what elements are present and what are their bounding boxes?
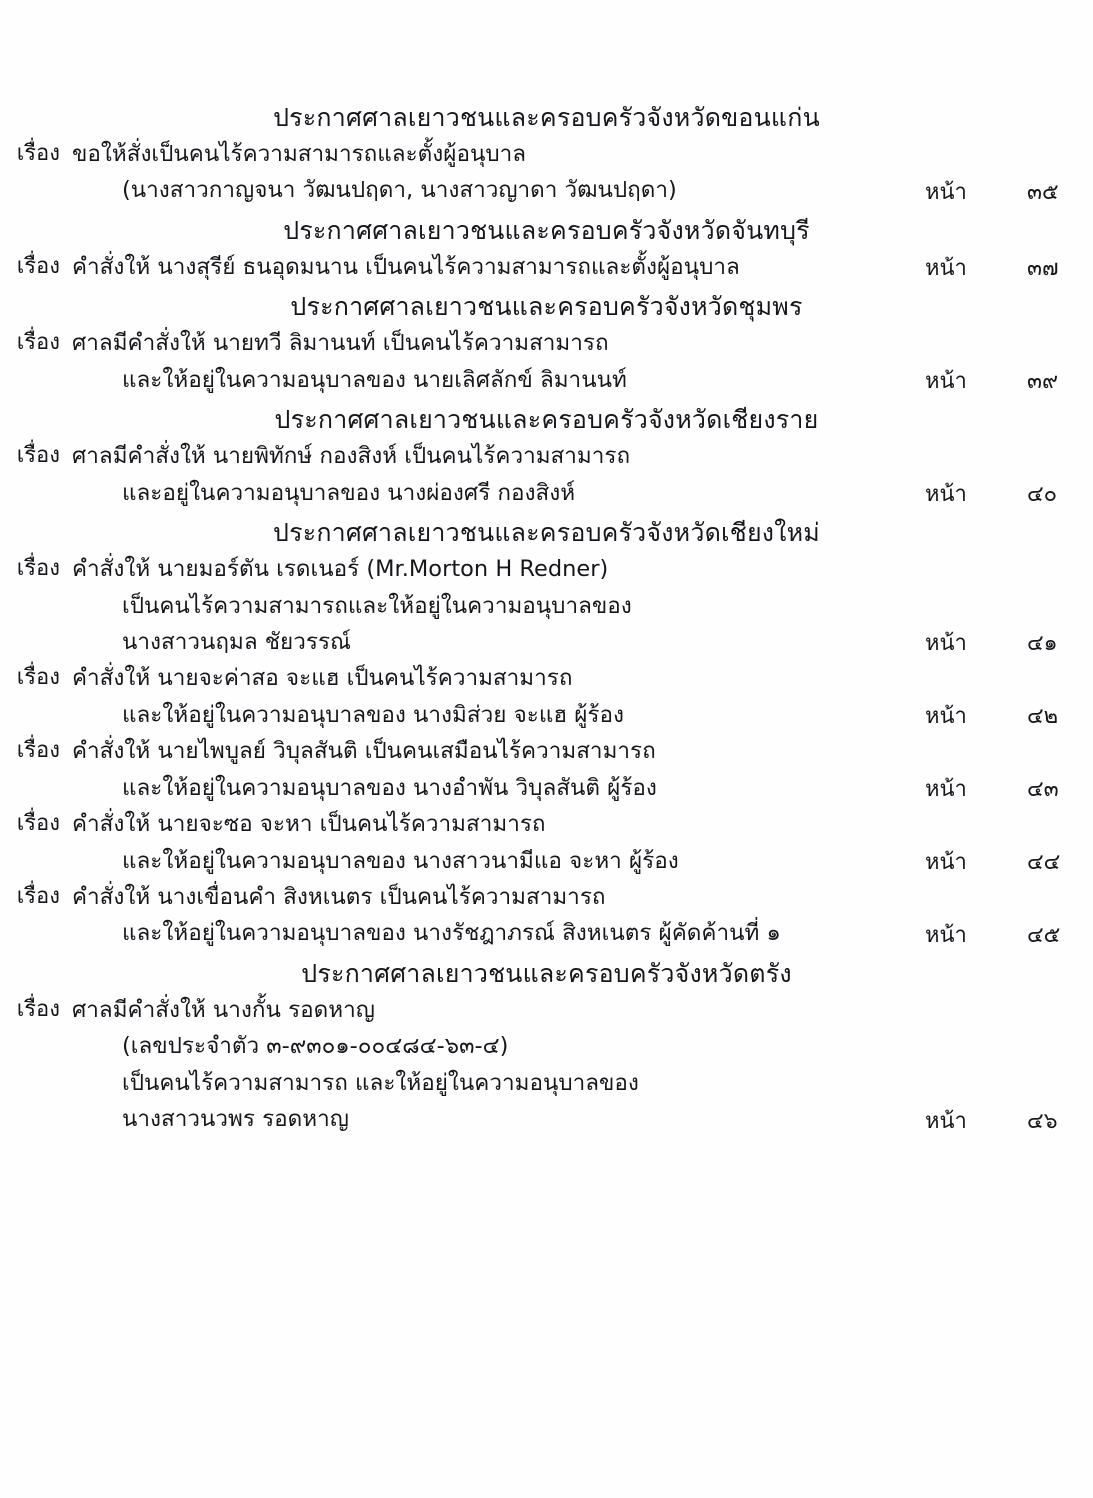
entry-line: ขอให้สั่งเป็นคนไร้ความสามารถและตั้งผู้อนุบาล: [72, 141, 527, 167]
toc-entry: [0, 660, 1093, 733]
toc-entry: [0, 551, 1093, 660]
page-number: ๔๖: [1027, 1108, 1058, 1134]
page-word: หน้า: [925, 850, 967, 875]
entry-label: เรื่อง: [16, 884, 60, 909]
entry-label: เรื่อง: [16, 141, 60, 166]
entry-lines: [70, 879, 919, 952]
page-word: หน้า: [925, 631, 967, 657]
entry-label: เรื่อง: [16, 665, 60, 691]
section-heading: ประกาศศาลเยาวชนและครอบครัวจังหวัดขอนแก่น: [273, 103, 820, 132]
page-number: ๓๗: [1027, 256, 1059, 282]
entry-line: เป็นคนไร้ความสามารถและให้อยู่ในความอนุบาลของ: [122, 592, 632, 619]
section-heading-row: [0, 96, 1093, 136]
page-number: ๔๔: [1027, 850, 1061, 875]
entry-line: คำสั่งให้ นายจะซอ จะหา เป็นคนไร้ความสามารถ: [72, 811, 546, 838]
entry-line: นางสาวนวพร รอดหาญ: [122, 1106, 349, 1133]
entry-line: เป็นคนไร้ความสามารถ และให้อยู่ในความอนุบาลของ: [122, 1069, 639, 1096]
section-heading: ประกาศศาลเยาวชนและครอบครัวจังหวัดเชียงใหม่: [273, 518, 820, 548]
section-heading-row: [0, 952, 1093, 992]
entry-lines: [70, 660, 919, 733]
toc-entry: [0, 992, 1093, 1138]
page-word: หน้า: [925, 256, 967, 282]
entry-line: ศาลมีคำสั่งให้ นายทวี ลิมานนท์ เป็นคนไร้ความสามารถ: [72, 330, 609, 357]
page-number: ๔๑: [1027, 631, 1058, 657]
entry-lines: [70, 806, 919, 879]
section-heading-row: [0, 398, 1093, 438]
toc-entry: [0, 733, 1093, 806]
entry-lines: [70, 992, 919, 1138]
toc-entry: [0, 325, 1093, 398]
entry-line: และให้อยู่ในความอนุบาลของ นางสาวนามีแอ จะหา ผู้ร้อง: [122, 847, 679, 874]
section-heading: ประกาศศาลเยาวชนและครอบครัวจังหวัดเชียงราย: [274, 405, 819, 435]
page-word: หน้า: [925, 922, 967, 948]
entry-label: เรื่อง: [16, 738, 60, 764]
toc-entry: [0, 249, 1093, 285]
section-heading-row: [0, 511, 1093, 551]
entry-line: และให้อยู่ในความอนุบาลของ นางอำพัน วิบุลสันติ ผู้ร้อง: [122, 774, 657, 801]
toc-entry: [0, 438, 1093, 511]
page-word: หน้า: [925, 704, 967, 730]
entry-line: คำสั่งให้ นางสุรีย์ ธนอุดมนาน เป็นคนไร้ความสามารถและตั้งผู้อนุบาล: [72, 253, 740, 280]
page-number: ๔๒: [1027, 704, 1059, 730]
entry-label: เรื่อง: [16, 556, 60, 582]
entry-line: คำสั่งให้ นายไพบูลย์ วิบุลสันติ เป็นคนเสมือนไร้ความสามารถ: [72, 738, 656, 765]
entry-line: และให้อยู่ในความอนุบาลของ นางมิส่วย จะแฮ ผู้ร้อง: [122, 701, 624, 728]
toc-entry: [0, 879, 1093, 952]
section-heading: ประกาศศาลเยาวชนและครอบครัวจังหวัดตรัง: [301, 958, 792, 988]
entry-label: เรื่อง: [16, 253, 60, 279]
page-word: หน้า: [925, 1108, 967, 1134]
page-word: หน้า: [925, 777, 967, 803]
entry-line: ศาลมีคำสั่งให้ นางกั้น รอดหาญ: [72, 996, 375, 1023]
entry-line: ศาลมีคำสั่งให้ นายพิทักษ์ กองสิงห์ เป็นคนไร้ความสามารถ: [72, 443, 631, 470]
entry-lines: [70, 325, 919, 398]
entry-lines: [70, 249, 919, 285]
entry-line: คำสั่งให้ นางเขื่อนคำ สิงหเนตร เป็นคนไร้ความสามารถ: [72, 884, 606, 910]
section-heading: ประกาศศาลเยาวชนและครอบครัวจังหวัดชุมพร: [290, 292, 803, 322]
entry-label: เรื่อง: [16, 811, 60, 837]
page-word: หน้า: [925, 482, 967, 508]
entry-label: เรื่อง: [16, 443, 60, 469]
section-heading-row: [0, 285, 1093, 325]
entry-lines: [70, 733, 919, 806]
page-word: หน้า: [925, 179, 967, 205]
entry-lines: [70, 136, 919, 209]
entry-line: คำสั่งให้ นายมอร์ตัน เรดเนอร์ (Mr.Morton H Redner): [72, 556, 609, 583]
section-heading-row: [0, 209, 1093, 249]
page-number: ๔๐: [1027, 482, 1058, 508]
page-number: ๓๕: [1027, 179, 1059, 205]
entry-lines: [70, 438, 919, 511]
entry-line: คำสั่งให้ นายจะค่าสอ จะแฮ เป็นคนไร้ความสามารถ: [72, 665, 573, 692]
page-number: ๓๙: [1027, 369, 1059, 395]
page-number: ๔๓: [1027, 777, 1059, 803]
entry-line: นางสาวนฤมล ชัยวรรณ์: [122, 628, 351, 655]
entry-line: (นางสาวกาญจนา วัฒนปฤดา, นางสาวญาดา วัฒนปฤดา): [122, 177, 677, 204]
entry-label: เรื่อง: [16, 330, 60, 356]
entry-line: และอยู่ในความอนุบาลของ นางผ่องศรี กองสิงห์: [122, 479, 576, 506]
entry-label: เรื่อง: [16, 996, 60, 1022]
entry-line: และให้อยู่ในความอนุบาลของ นายเลิศลักข์ ลิมานนท์: [122, 366, 627, 393]
page-word: หน้า: [925, 369, 967, 395]
entry-line: และให้อยู่ในความอนุบาลของ นางรัชฎาภรณ์ สิงหเนตร ผู้คัดค้านที่ ๑: [122, 920, 781, 947]
entry-line: (เลขประจำตัว ๓-๙๓๐๑-๐๐๔๘๔-๖๓-๔): [122, 1033, 509, 1060]
toc-entry: [0, 136, 1093, 209]
section-heading: ประกาศศาลเยาวชนและครอบครัวจังหวัดจันทบุรี: [283, 215, 810, 245]
entry-lines: [70, 551, 919, 660]
page-number: ๔๕: [1027, 922, 1061, 948]
toc-entry: [0, 806, 1093, 879]
